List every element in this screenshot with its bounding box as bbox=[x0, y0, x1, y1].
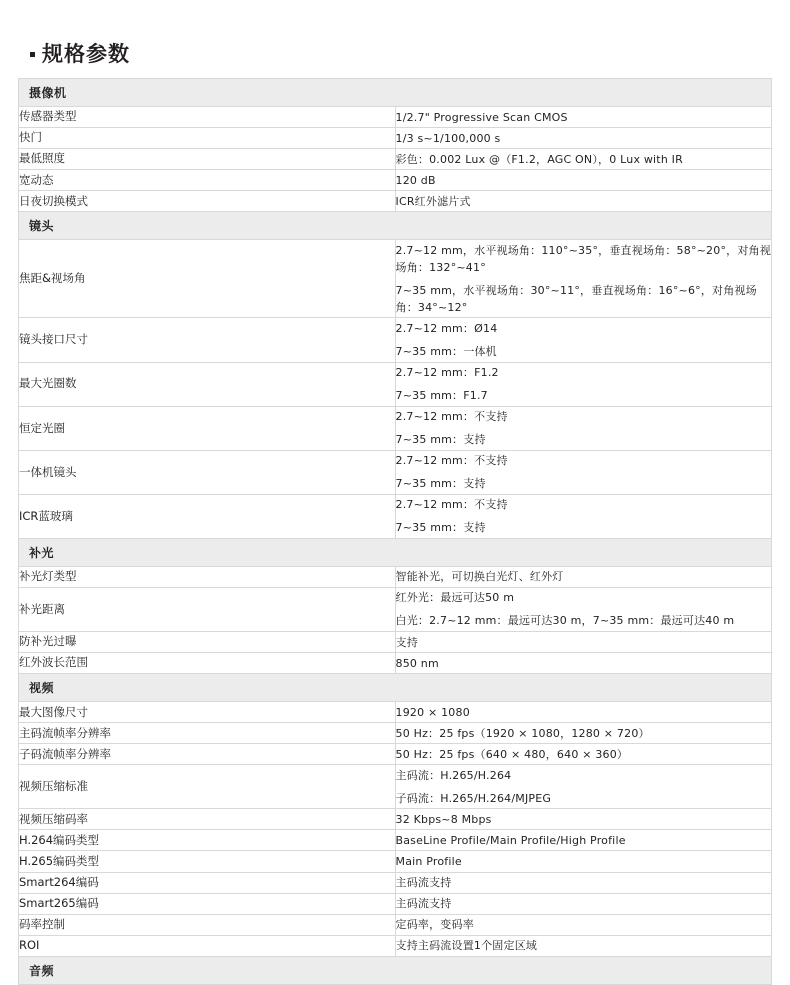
table-row bbox=[19, 128, 772, 149]
table-row bbox=[19, 809, 772, 830]
spec-value-line: Main Profile bbox=[395, 854, 462, 868]
table-row bbox=[19, 653, 772, 674]
spec-key: H.265编码类型 bbox=[19, 851, 396, 872]
spec-value bbox=[395, 872, 772, 893]
table-row bbox=[19, 632, 772, 653]
spec-key: 最大图像尺寸 bbox=[19, 702, 396, 723]
section-title: 视频 bbox=[19, 674, 772, 702]
spec-value bbox=[395, 744, 772, 765]
table-row bbox=[19, 765, 772, 809]
spec-value-line: ICR红外滤片式 bbox=[395, 194, 471, 208]
spec-value bbox=[395, 170, 772, 191]
spec-key: Smart264编码 bbox=[19, 872, 396, 893]
section-header-row bbox=[19, 538, 772, 566]
table-row bbox=[19, 191, 772, 212]
page-title-text: 规格参数 bbox=[42, 42, 130, 66]
spec-key: 镜头接口尺寸 bbox=[19, 318, 396, 362]
spec-value-line: 1/2.7" Progressive Scan CMOS bbox=[395, 110, 568, 124]
spec-key: 补光距离 bbox=[19, 587, 396, 631]
spec-page bbox=[0, 38, 790, 977]
spec-value bbox=[395, 362, 772, 406]
spec-value-line: 7~35 mm：一体机 bbox=[395, 344, 497, 358]
spec-key: 恒定光圈 bbox=[19, 406, 396, 450]
spec-value bbox=[395, 632, 772, 653]
spec-value-line: 120 dB bbox=[395, 173, 436, 187]
spec-value bbox=[395, 107, 772, 128]
spec-value-line: 子码流：H.265/H.264/MJPEG bbox=[395, 791, 552, 805]
spec-value-line: 2.7~12 mm：Ø14 bbox=[395, 321, 498, 335]
spec-value bbox=[395, 702, 772, 723]
spec-value bbox=[395, 318, 772, 362]
spec-value-line: 7~35 mm，水平视场角：30°~11°，垂直视场角：16°~6°，对角视场角：34°~12° bbox=[395, 283, 757, 314]
spec-value bbox=[395, 765, 772, 809]
section-title: 镜头 bbox=[19, 212, 772, 240]
section-header-row bbox=[19, 956, 772, 984]
spec-value-line: 1920 × 1080 bbox=[395, 705, 470, 719]
spec-value-line: 2.7~12 mm：不支持 bbox=[395, 454, 508, 468]
spec-key: 一体机镜头 bbox=[19, 450, 396, 494]
table-row bbox=[19, 872, 772, 893]
spec-value-line: 智能补光，可切换白光灯、红外灯 bbox=[395, 570, 564, 584]
table-row bbox=[19, 702, 772, 723]
table-row bbox=[19, 935, 772, 956]
spec-value-line: 2.7~12 mm，水平视场角：110°~35°，垂直视场角：58°~20°，对角视场角：132°~41° bbox=[395, 243, 771, 274]
table-row bbox=[19, 318, 772, 362]
spec-key: 防补光过曝 bbox=[19, 632, 396, 653]
spec-value-line: 主码流支持 bbox=[395, 897, 452, 911]
spec-value-line: 红外光：最远可达50 m bbox=[395, 591, 515, 605]
spec-key: H.264编码类型 bbox=[19, 830, 396, 851]
spec-value-line: 支持 bbox=[395, 635, 418, 649]
spec-key: 视频压缩码率 bbox=[19, 809, 396, 830]
spec-key: 视频压缩标准 bbox=[19, 765, 396, 809]
spec-key: 主码流帧率分辨率 bbox=[19, 723, 396, 744]
spec-value bbox=[395, 653, 772, 674]
table-row bbox=[19, 107, 772, 128]
section-header-row bbox=[19, 79, 772, 107]
table-row bbox=[19, 450, 772, 494]
spec-value bbox=[395, 240, 772, 318]
spec-value bbox=[395, 723, 772, 744]
spec-key: 最大光圈数 bbox=[19, 362, 396, 406]
spec-value-line: 支持主码流设置1个固定区域 bbox=[395, 939, 538, 953]
spec-key: 子码流帧率分辨率 bbox=[19, 744, 396, 765]
spec-value-line: 彩色：0.002 Lux @（F1.2，AGC ON），0 Lux with IR bbox=[395, 152, 683, 166]
spec-value-line: 7~35 mm：支持 bbox=[395, 433, 486, 447]
table-row bbox=[19, 362, 772, 406]
spec-value-line: 850 nm bbox=[395, 656, 439, 670]
spec-key: 补光灯类型 bbox=[19, 566, 396, 587]
specifications-table bbox=[18, 78, 772, 985]
spec-key: Smart265编码 bbox=[19, 893, 396, 914]
section-title: 音频 bbox=[19, 956, 772, 984]
spec-value-line: 50 Hz：25 fps（640 × 480，640 × 360） bbox=[395, 747, 629, 761]
table-row bbox=[19, 406, 772, 450]
spec-key: 码率控制 bbox=[19, 914, 396, 935]
spec-key: 日夜切换模式 bbox=[19, 191, 396, 212]
spec-key: 宽动态 bbox=[19, 170, 396, 191]
table-row bbox=[19, 723, 772, 744]
spec-value bbox=[395, 149, 772, 170]
spec-value-line: 7~35 mm：F1.7 bbox=[395, 389, 488, 403]
specifications-body bbox=[19, 79, 772, 985]
table-row bbox=[19, 494, 772, 538]
spec-value-line: 2.7~12 mm：F1.2 bbox=[395, 366, 499, 380]
spec-key: 焦距&视场角 bbox=[19, 240, 396, 318]
table-row bbox=[19, 830, 772, 851]
spec-value bbox=[395, 893, 772, 914]
section-title: 摄像机 bbox=[19, 79, 772, 107]
table-row bbox=[19, 851, 772, 872]
section-header-row bbox=[19, 674, 772, 702]
spec-key: ICR蓝玻璃 bbox=[19, 494, 396, 538]
spec-value bbox=[395, 587, 772, 631]
spec-value bbox=[395, 809, 772, 830]
spec-value-line: BaseLine Profile/Main Profile/High Profile bbox=[395, 833, 626, 847]
spec-value bbox=[395, 450, 772, 494]
spec-key: 快门 bbox=[19, 128, 396, 149]
table-row bbox=[19, 587, 772, 631]
table-row bbox=[19, 914, 772, 935]
spec-value bbox=[395, 830, 772, 851]
table-row bbox=[19, 744, 772, 765]
spec-value-line: 7~35 mm：支持 bbox=[395, 477, 486, 491]
spec-value bbox=[395, 914, 772, 935]
spec-value bbox=[395, 851, 772, 872]
spec-key: ROI bbox=[19, 935, 396, 956]
spec-value-line: 50 Hz：25 fps（1920 × 1080，1280 × 720） bbox=[395, 726, 650, 740]
table-row bbox=[19, 149, 772, 170]
spec-value bbox=[395, 406, 772, 450]
spec-value-line: 主码流支持 bbox=[395, 876, 452, 889]
bullet-icon bbox=[30, 52, 35, 57]
table-row bbox=[19, 240, 772, 318]
spec-value-line: 1/3 s~1/100,000 s bbox=[395, 131, 501, 145]
page-title bbox=[30, 38, 772, 68]
section-header-row bbox=[19, 212, 772, 240]
spec-value-line: 白光：2.7~12 mm：最远可达30 m，7~35 mm：最远可达40 m bbox=[395, 614, 735, 628]
spec-value-line: 32 Kbps~8 Mbps bbox=[395, 812, 492, 826]
spec-value bbox=[395, 191, 772, 212]
spec-key: 最低照度 bbox=[19, 149, 396, 170]
table-row bbox=[19, 566, 772, 587]
spec-value bbox=[395, 935, 772, 956]
spec-value bbox=[395, 494, 772, 538]
spec-value bbox=[395, 128, 772, 149]
spec-value bbox=[395, 566, 772, 587]
spec-value-line: 定码率，变码率 bbox=[395, 918, 474, 932]
table-row bbox=[19, 170, 772, 191]
spec-value-line: 2.7~12 mm：不支持 bbox=[395, 410, 508, 424]
spec-value-line: 7~35 mm：支持 bbox=[395, 521, 486, 535]
section-title: 补光 bbox=[19, 538, 772, 566]
spec-key: 红外波长范围 bbox=[19, 653, 396, 674]
table-row bbox=[19, 893, 772, 914]
spec-key: 传感器类型 bbox=[19, 107, 396, 128]
spec-value-line: 主码流：H.265/H.264 bbox=[395, 768, 512, 782]
spec-value-line: 2.7~12 mm：不支持 bbox=[395, 498, 508, 512]
